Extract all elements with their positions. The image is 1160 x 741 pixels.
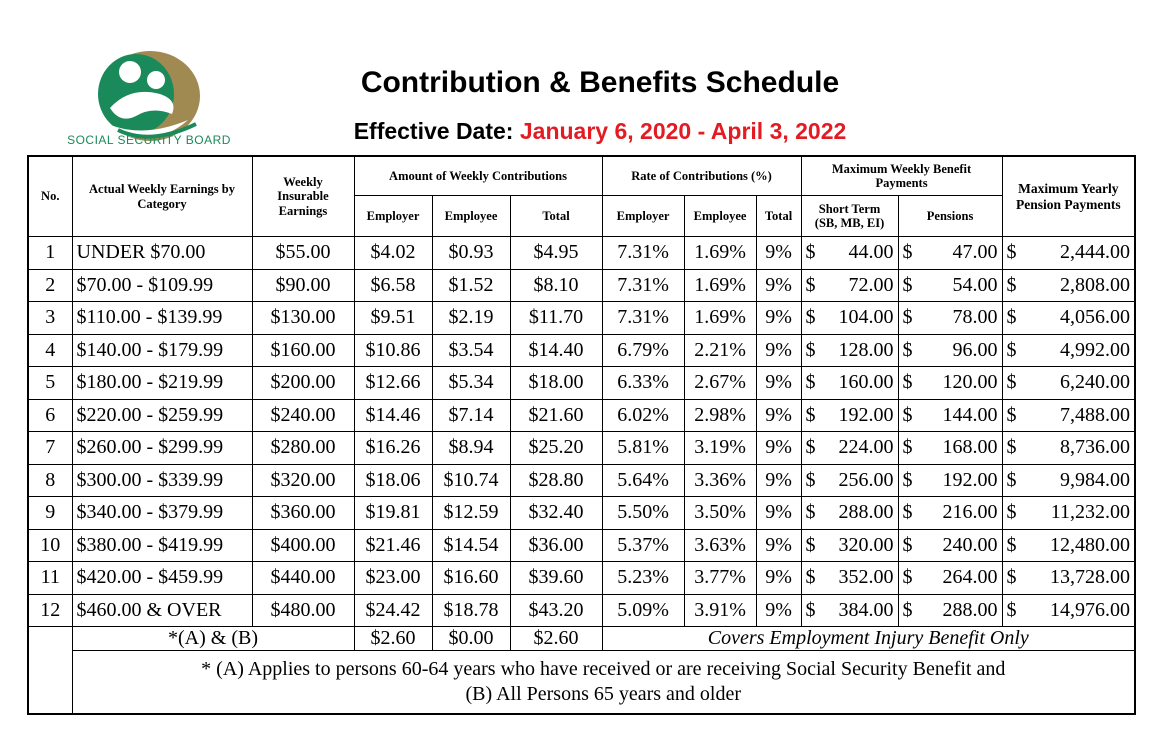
header-short-term-sub: (SB, MB, EI) <box>814 216 885 230</box>
row-contrib-employee: $3.54 <box>432 334 510 367</box>
row-pensions <box>898 399 1002 432</box>
row-rate-employer: 7.31% <box>602 269 684 302</box>
row-max-yearly-value: 4,056.00 <box>1060 306 1131 329</box>
row-max-yearly-value: 2,808.00 <box>1060 273 1131 296</box>
row-max-yearly-value: 11,232.00 <box>1050 501 1131 524</box>
special-row-employer: $2.60 <box>354 627 432 651</box>
row-rate-employee: 2.98% <box>684 399 756 432</box>
row-short-term-value: 256.00 <box>838 468 894 491</box>
row-pensions-value: 78.00 <box>952 306 998 329</box>
row-insurable: $160.00 <box>252 334 354 367</box>
row-rate-employee: 3.36% <box>684 464 756 497</box>
table-row <box>28 497 1135 530</box>
row-insurable: $200.00 <box>252 367 354 400</box>
row-max-yearly <box>1002 302 1135 335</box>
row-max-yearly <box>1002 367 1135 400</box>
row-rate-employer: 7.31% <box>602 302 684 335</box>
row-contrib-employee: $1.52 <box>432 269 510 302</box>
currency-symbol: $ <box>902 436 913 459</box>
row-pensions-value: 192.00 <box>942 468 998 491</box>
table-row <box>28 269 1135 302</box>
row-rate-employer: 6.33% <box>602 367 684 400</box>
row-max-yearly-value: 8,736.00 <box>1060 436 1131 459</box>
row-insurable: $55.00 <box>252 237 354 270</box>
currency-symbol: $ <box>805 371 816 394</box>
currency-symbol: $ <box>805 436 816 459</box>
table-row <box>28 432 1135 465</box>
row-max-yearly-value: 12,480.00 <box>1050 533 1131 556</box>
row-pensions-value: 54.00 <box>952 273 998 296</box>
currency-symbol: $ <box>1006 501 1017 524</box>
row-no: 12 <box>28 594 72 627</box>
row-pensions <box>898 594 1002 627</box>
row-pensions-value: 264.00 <box>942 566 998 589</box>
currency-symbol: $ <box>902 241 913 264</box>
row-short-term-value: 224.00 <box>838 436 894 459</box>
footnote-line-2: (B) All Persons 65 years and older <box>465 683 742 705</box>
row-max-yearly <box>1002 594 1135 627</box>
currency-symbol: $ <box>805 501 816 524</box>
effective-label: Effective Date: <box>353 118 514 144</box>
currency-symbol: $ <box>1006 306 1017 329</box>
currency-symbol: $ <box>902 371 913 394</box>
row-max-yearly <box>1002 399 1135 432</box>
row-rate-employer: 7.31% <box>602 237 684 270</box>
row-rate-employer: 6.79% <box>602 334 684 367</box>
row-no: 5 <box>28 367 72 400</box>
row-short-term <box>801 529 898 562</box>
row-rate-total: 9% <box>756 562 801 595</box>
row-short-term-value: 72.00 <box>848 273 894 296</box>
table-row <box>28 562 1135 595</box>
row-pensions-value: 240.00 <box>942 533 998 556</box>
row-contrib-employer: $12.66 <box>354 367 432 400</box>
row-no: 7 <box>28 432 72 465</box>
row-short-term-value: 128.00 <box>838 338 894 361</box>
row-max-yearly <box>1002 529 1135 562</box>
footnote-line-1: * (A) Applies to persons 60-64 years who have received or are receiving Social Security Benefit and <box>201 658 1006 680</box>
row-rate-total: 9% <box>756 529 801 562</box>
currency-symbol: $ <box>1006 533 1017 556</box>
header-contrib-employer: Employer <box>354 196 432 237</box>
row-category: $110.00 - $139.99 <box>72 302 252 335</box>
schedule-table <box>27 155 1136 715</box>
header-short-term <box>801 196 898 237</box>
row-pensions <box>898 562 1002 595</box>
row-contrib-employee: $12.59 <box>432 497 510 530</box>
row-pensions-value: 120.00 <box>942 371 998 394</box>
row-contrib-employer: $9.51 <box>354 302 432 335</box>
row-rate-total: 9% <box>756 594 801 627</box>
row-pensions <box>898 464 1002 497</box>
row-pensions-value: 47.00 <box>952 241 998 264</box>
row-contrib-employee: $16.60 <box>432 562 510 595</box>
special-row-total: $2.60 <box>510 627 602 651</box>
row-category: $220.00 - $259.99 <box>72 399 252 432</box>
row-category: $300.00 - $339.99 <box>72 464 252 497</box>
row-pensions-value: 216.00 <box>942 501 998 524</box>
row-rate-total: 9% <box>756 432 801 465</box>
row-insurable: $90.00 <box>252 269 354 302</box>
header-contributions: Amount of Weekly Contributions <box>354 156 602 196</box>
row-pensions <box>898 302 1002 335</box>
row-contrib-employer: $19.81 <box>354 497 432 530</box>
row-rate-employee: 3.91% <box>684 594 756 627</box>
header-contrib-employee: Employee <box>432 196 510 237</box>
row-max-yearly <box>1002 237 1135 270</box>
currency-symbol: $ <box>1006 241 1017 264</box>
currency-symbol: $ <box>805 598 816 621</box>
row-rate-employer: 5.81% <box>602 432 684 465</box>
row-no: 4 <box>28 334 72 367</box>
row-rate-employee: 1.69% <box>684 302 756 335</box>
row-rate-employer: 5.37% <box>602 529 684 562</box>
row-contrib-employee: $8.94 <box>432 432 510 465</box>
currency-symbol: $ <box>902 403 913 426</box>
row-pensions-value: 96.00 <box>952 338 998 361</box>
row-rate-total: 9% <box>756 334 801 367</box>
table-row <box>28 399 1135 432</box>
row-rate-total: 9% <box>756 237 801 270</box>
row-max-yearly <box>1002 562 1135 595</box>
header-rate: Rate of Contributions (%) <box>602 156 801 196</box>
row-max-yearly <box>1002 432 1135 465</box>
row-contrib-employee: $5.34 <box>432 367 510 400</box>
header-short-term-label: Short Term <box>818 201 881 216</box>
currency-symbol: $ <box>1006 566 1017 589</box>
row-no: 8 <box>28 464 72 497</box>
row-rate-total: 9% <box>756 464 801 497</box>
row-rate-employee: 3.77% <box>684 562 756 595</box>
row-rate-total: 9% <box>756 399 801 432</box>
row-category: $420.00 - $459.99 <box>72 562 252 595</box>
row-contrib-employee: $10.74 <box>432 464 510 497</box>
row-pensions <box>898 334 1002 367</box>
footnote <box>72 651 1135 715</box>
header-no: No. <box>28 156 72 237</box>
header-contrib-total: Total <box>510 196 602 237</box>
row-contrib-total: $4.95 <box>510 237 602 270</box>
row-rate-employee: 3.50% <box>684 497 756 530</box>
table-row <box>28 464 1135 497</box>
currency-symbol: $ <box>902 566 913 589</box>
row-rate-employee: 1.69% <box>684 269 756 302</box>
header-pensions: Pensions <box>898 196 1002 237</box>
row-short-term <box>801 367 898 400</box>
header-max-weekly: Maximum Weekly Benefit Payments <box>801 156 1002 196</box>
currency-symbol: $ <box>805 338 816 361</box>
row-short-term <box>801 399 898 432</box>
row-contrib-total: $25.20 <box>510 432 602 465</box>
row-contrib-employee: $0.93 <box>432 237 510 270</box>
row-no: 1 <box>28 237 72 270</box>
row-rate-total: 9% <box>756 497 801 530</box>
row-contrib-employer: $24.42 <box>354 594 432 627</box>
row-pensions <box>898 367 1002 400</box>
row-contrib-employee: $7.14 <box>432 399 510 432</box>
row-rate-employer: 5.23% <box>602 562 684 595</box>
special-row-no <box>28 627 72 715</box>
header-rate-total: Total <box>756 196 801 237</box>
row-category: $340.00 - $379.99 <box>72 497 252 530</box>
row-category: $180.00 - $219.99 <box>72 367 252 400</box>
row-max-yearly <box>1002 334 1135 367</box>
table-row <box>28 334 1135 367</box>
row-contrib-employer: $6.58 <box>354 269 432 302</box>
currency-symbol: $ <box>1006 403 1017 426</box>
row-insurable: $440.00 <box>252 562 354 595</box>
table-row <box>28 302 1135 335</box>
row-max-yearly-value: 7,488.00 <box>1060 403 1131 426</box>
row-short-term-value: 192.00 <box>838 403 894 426</box>
row-no: 11 <box>28 562 72 595</box>
currency-symbol: $ <box>1006 273 1017 296</box>
currency-symbol: $ <box>902 533 913 556</box>
currency-symbol: $ <box>805 403 816 426</box>
row-rate-employee: 3.19% <box>684 432 756 465</box>
row-no: 10 <box>28 529 72 562</box>
currency-symbol: $ <box>1006 338 1017 361</box>
row-rate-employer: 5.50% <box>602 497 684 530</box>
currency-symbol: $ <box>902 306 913 329</box>
header-earnings: Actual Weekly Earnings by Category <box>72 156 252 237</box>
row-contrib-total: $18.00 <box>510 367 602 400</box>
row-insurable: $400.00 <box>252 529 354 562</box>
row-category: UNDER $70.00 <box>72 237 252 270</box>
row-no: 6 <box>28 399 72 432</box>
row-rate-total: 9% <box>756 367 801 400</box>
row-short-term <box>801 594 898 627</box>
row-short-term <box>801 237 898 270</box>
row-short-term-value: 104.00 <box>838 306 894 329</box>
row-short-term-value: 352.00 <box>838 566 894 589</box>
row-contrib-employee: $18.78 <box>432 594 510 627</box>
currency-symbol: $ <box>902 338 913 361</box>
row-contrib-total: $11.70 <box>510 302 602 335</box>
row-rate-employee: 1.69% <box>684 237 756 270</box>
row-contrib-total: $14.40 <box>510 334 602 367</box>
row-short-term <box>801 497 898 530</box>
row-contrib-total: $43.20 <box>510 594 602 627</box>
currency-symbol: $ <box>1006 468 1017 491</box>
row-short-term-value: 160.00 <box>838 371 894 394</box>
row-short-term <box>801 302 898 335</box>
table-row <box>28 529 1135 562</box>
row-insurable: $130.00 <box>252 302 354 335</box>
row-pensions <box>898 237 1002 270</box>
row-insurable: $320.00 <box>252 464 354 497</box>
row-rate-employer: 6.02% <box>602 399 684 432</box>
row-pensions-value: 144.00 <box>942 403 998 426</box>
currency-symbol: $ <box>902 468 913 491</box>
row-short-term-value: 384.00 <box>838 598 894 621</box>
effective-date <box>300 118 900 145</box>
table-row <box>28 594 1135 627</box>
row-rate-employee: 3.63% <box>684 529 756 562</box>
row-short-term-value: 320.00 <box>838 533 894 556</box>
org-name: SOCIAL SECURITY BOARD <box>67 133 231 147</box>
row-contrib-employer: $4.02 <box>354 237 432 270</box>
row-insurable: $360.00 <box>252 497 354 530</box>
page-title: Contribution & Benefits Schedule <box>360 66 840 99</box>
row-contrib-total: $39.60 <box>510 562 602 595</box>
row-contrib-employer: $21.46 <box>354 529 432 562</box>
row-contrib-total: $28.80 <box>510 464 602 497</box>
currency-symbol: $ <box>902 598 913 621</box>
row-short-term <box>801 562 898 595</box>
row-short-term <box>801 334 898 367</box>
currency-symbol: $ <box>805 566 816 589</box>
header-insurable: Weekly Insurable Earnings <box>252 156 354 237</box>
row-pensions <box>898 269 1002 302</box>
row-short-term <box>801 269 898 302</box>
special-row-label: *(A) & (B) <box>72 627 354 651</box>
header-rate-employee: Employee <box>684 196 756 237</box>
row-no: 2 <box>28 269 72 302</box>
row-contrib-total: $32.40 <box>510 497 602 530</box>
row-max-yearly-value: 6,240.00 <box>1060 371 1131 394</box>
row-pensions <box>898 497 1002 530</box>
row-short-term-value: 44.00 <box>848 241 894 264</box>
effective-range: January 6, 2020 - April 3, 2022 <box>519 118 847 144</box>
row-max-yearly-value: 2,444.00 <box>1060 241 1131 264</box>
row-pensions <box>898 529 1002 562</box>
row-category: $70.00 - $109.99 <box>72 269 252 302</box>
row-contrib-employee: $2.19 <box>432 302 510 335</box>
row-contrib-employer: $10.86 <box>354 334 432 367</box>
row-rate-employee: 2.21% <box>684 334 756 367</box>
row-contrib-total: $8.10 <box>510 269 602 302</box>
row-rate-employee: 2.67% <box>684 367 756 400</box>
row-pensions-value: 288.00 <box>942 598 998 621</box>
row-category: $380.00 - $419.99 <box>72 529 252 562</box>
row-max-yearly-value: 13,728.00 <box>1050 566 1131 589</box>
row-rate-total: 9% <box>756 269 801 302</box>
row-category: $260.00 - $299.99 <box>72 432 252 465</box>
row-short-term <box>801 432 898 465</box>
row-rate-total: 9% <box>756 302 801 335</box>
row-contrib-employee: $14.54 <box>432 529 510 562</box>
currency-symbol: $ <box>1006 371 1017 394</box>
row-max-yearly <box>1002 497 1135 530</box>
row-no: 9 <box>28 497 72 530</box>
row-insurable: $240.00 <box>252 399 354 432</box>
table-row <box>28 367 1135 400</box>
row-short-term <box>801 464 898 497</box>
header-max-yearly: Maximum Yearly Pension Payments <box>1002 156 1135 237</box>
row-insurable: $280.00 <box>252 432 354 465</box>
table-row <box>28 237 1135 270</box>
row-category: $460.00 & OVER <box>72 594 252 627</box>
special-row-employee: $0.00 <box>432 627 510 651</box>
row-contrib-employer: $14.46 <box>354 399 432 432</box>
row-max-yearly-value: 9,984.00 <box>1060 468 1131 491</box>
row-max-yearly <box>1002 464 1135 497</box>
special-row-note: Covers Employment Injury Benefit Only <box>602 627 1135 651</box>
currency-symbol: $ <box>1006 598 1017 621</box>
currency-symbol: $ <box>902 273 913 296</box>
row-pensions <box>898 432 1002 465</box>
row-rate-employer: 5.64% <box>602 464 684 497</box>
row-contrib-total: $36.00 <box>510 529 602 562</box>
header-rate-employer: Employer <box>602 196 684 237</box>
row-contrib-employer: $23.00 <box>354 562 432 595</box>
currency-symbol: $ <box>805 533 816 556</box>
row-max-yearly-value: 4,992.00 <box>1060 338 1131 361</box>
row-max-yearly <box>1002 269 1135 302</box>
row-no: 3 <box>28 302 72 335</box>
currency-symbol: $ <box>805 273 816 296</box>
row-short-term-value: 288.00 <box>838 501 894 524</box>
row-max-yearly-value: 14,976.00 <box>1050 598 1131 621</box>
currency-symbol: $ <box>805 306 816 329</box>
row-rate-employer: 5.09% <box>602 594 684 627</box>
row-insurable: $480.00 <box>252 594 354 627</box>
row-contrib-employer: $18.06 <box>354 464 432 497</box>
row-contrib-total: $21.60 <box>510 399 602 432</box>
row-category: $140.00 - $179.99 <box>72 334 252 367</box>
row-pensions-value: 168.00 <box>942 436 998 459</box>
currency-symbol: $ <box>805 241 816 264</box>
currency-symbol: $ <box>902 501 913 524</box>
currency-symbol: $ <box>805 468 816 491</box>
currency-symbol: $ <box>1006 436 1017 459</box>
row-contrib-employer: $16.26 <box>354 432 432 465</box>
